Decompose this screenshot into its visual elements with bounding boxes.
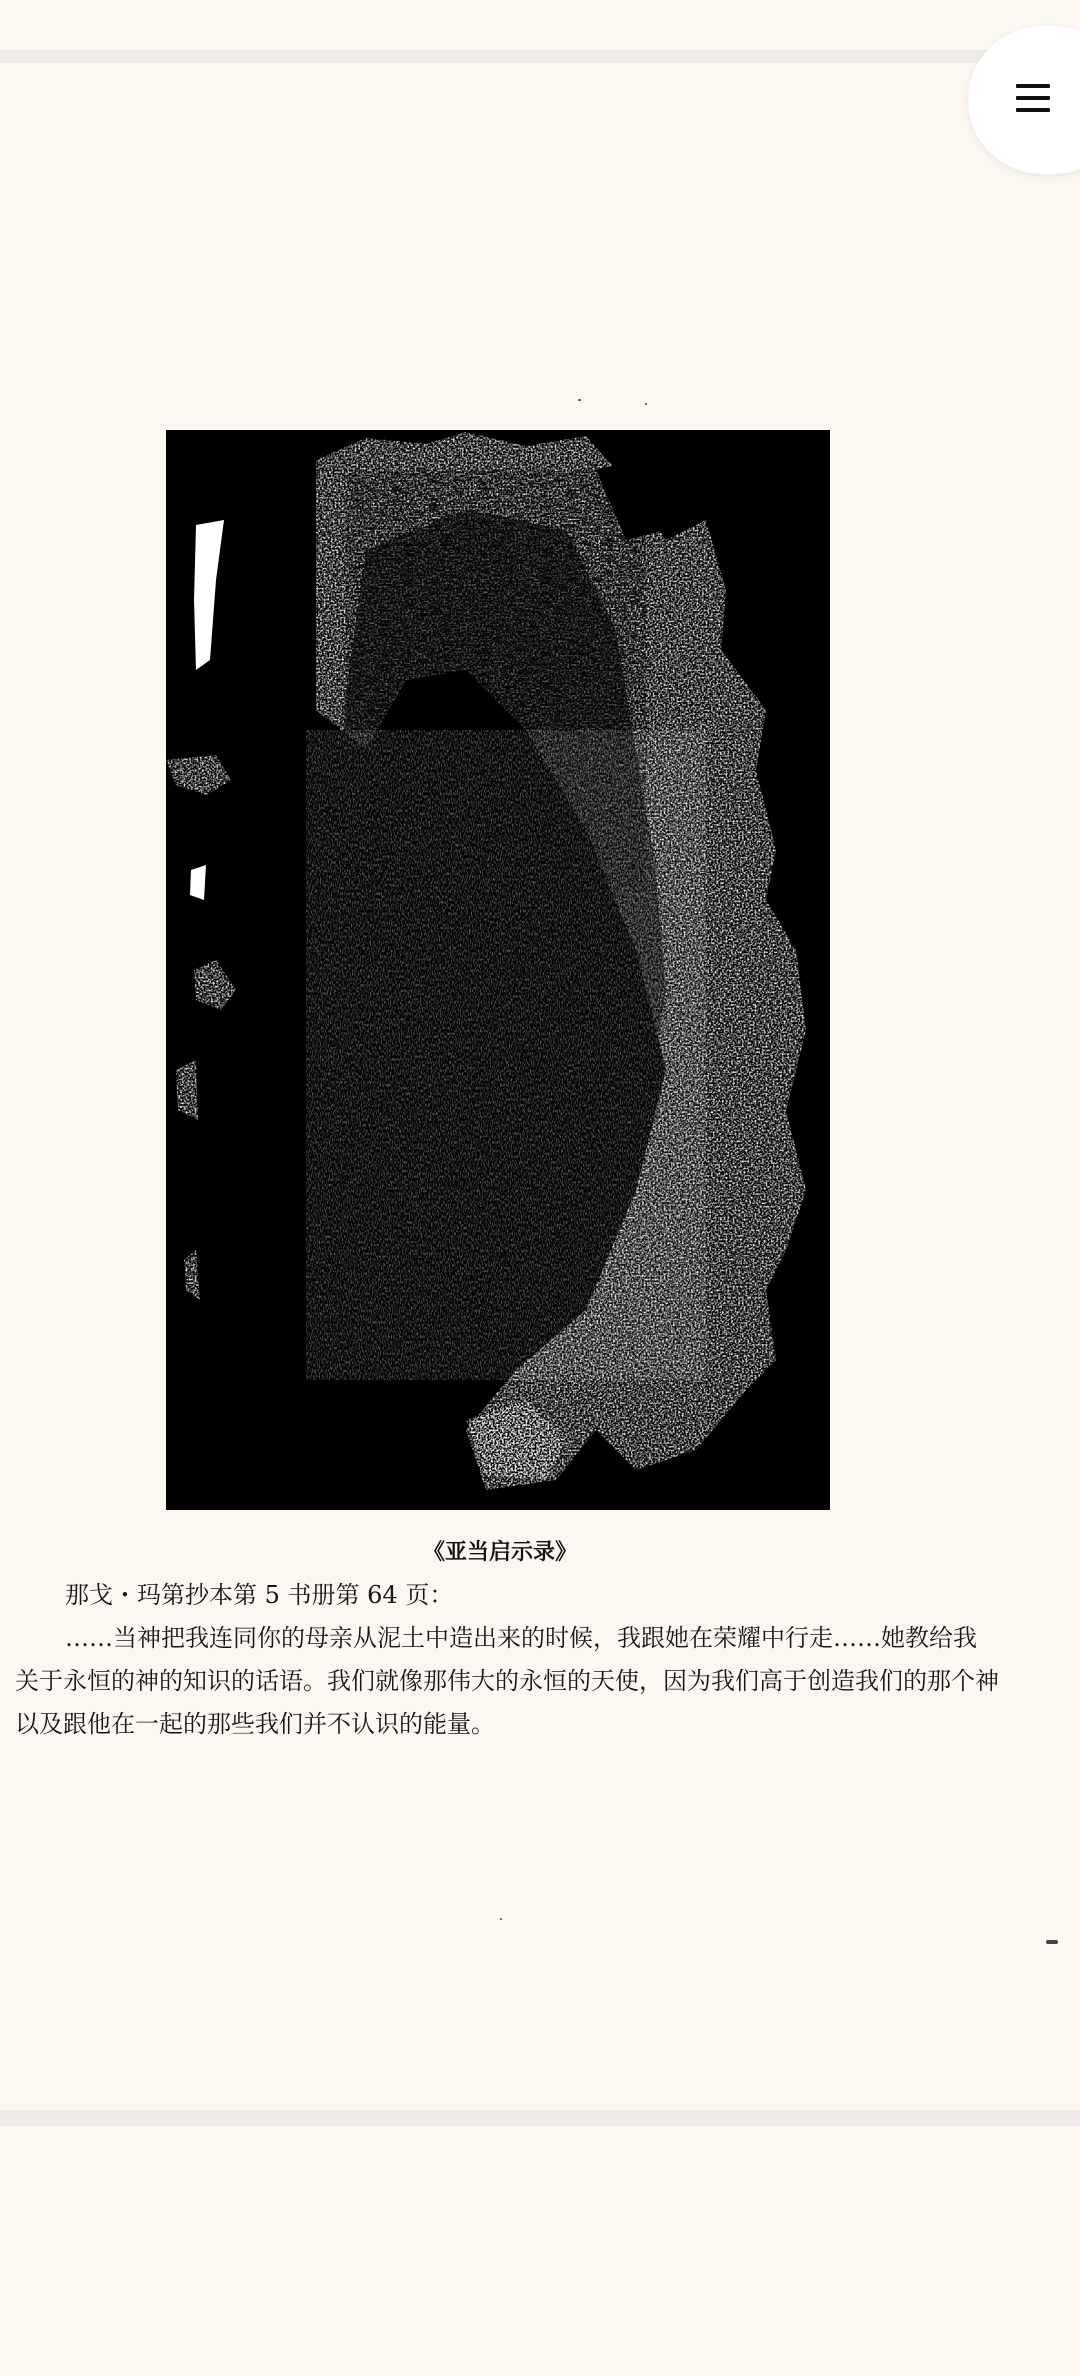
scan-speck	[578, 399, 581, 401]
scan-speck	[500, 1918, 502, 1920]
hamburger-menu-icon	[1016, 78, 1050, 118]
book-text	[15, 1574, 1000, 1746]
scan-speck	[1046, 1940, 1058, 1944]
page-divider-top	[0, 50, 1080, 63]
scan-speck	[645, 403, 647, 405]
top-margin	[0, 0, 1080, 50]
page-divider-bottom	[0, 2110, 1080, 2126]
quotation-paragraph: ……当神把我连同你的母亲从泥土中造出来的时候，我跟她在荣耀中行走……她教给我关于永恒的神的知识的话语。我们就像那伟大的永恒的天使，因为我们高于创造我们的那个神以及跟他在一起的那些我们并不认识的能量。	[15, 1624, 999, 1738]
manuscript-scan-image	[166, 430, 830, 1510]
source-line: 那戈・玛第抄本第 5 书册第 64 页：	[65, 1581, 454, 1609]
figure-caption: 《亚当启示录》	[422, 1540, 577, 1565]
bottom-margin	[0, 2126, 1080, 2376]
